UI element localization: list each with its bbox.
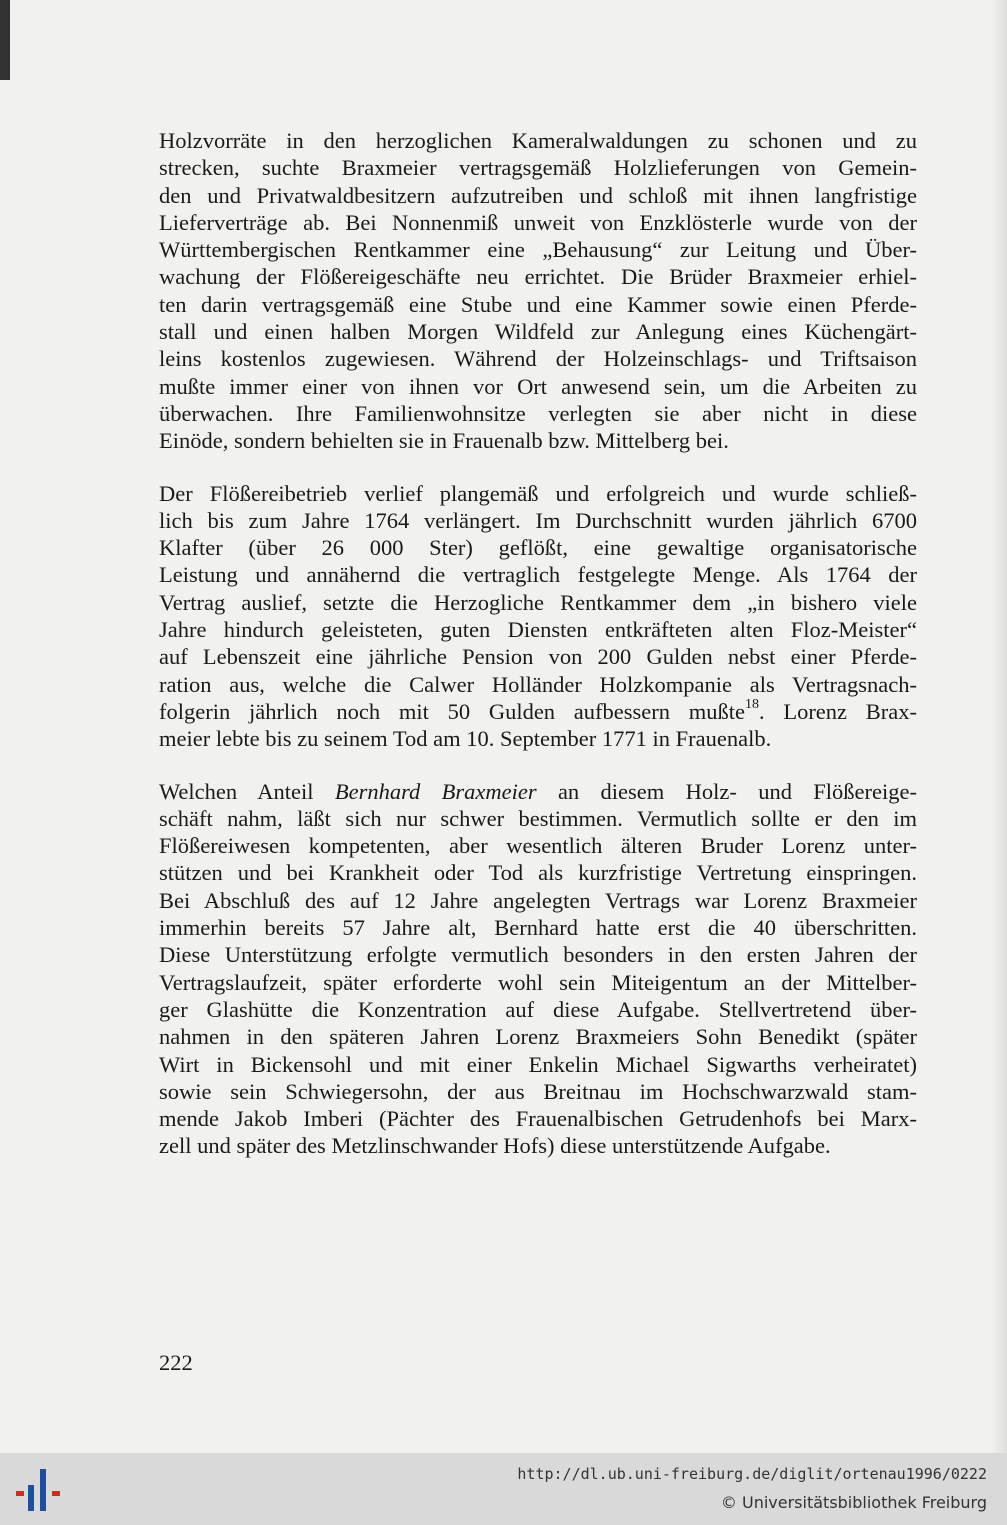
text-line: Leistung und annähernd die vertraglich festgelegte Menge. Als 1764 der [159,562,917,588]
text-line: Bei Abschluß des auf 12 Jahre angelegten Vertrags war Lorenz Braxmeier [159,887,917,913]
copyright-text: © Universitätsbibliothek Freiburg [720,1493,987,1512]
scan-edge-mark [0,0,10,80]
text-line: stall und einen halben Morgen Wildfeld zur Anlegung eines Küchengärt- [159,319,917,345]
text-line: wachung der Flößereigeschäfte neu errichtet. Die Brüder Braxmeier erhiel- [159,264,917,290]
paragraph-1 [159,127,917,455]
text-line: immerhin bereits 57 Jahre alt, Bernhard hatte erst die 40 überschritten. [159,915,917,941]
text-line: ration aus, welche die Calwer Holländer Holzkompanie als Vertragsnach- [159,671,917,697]
text-line: nahmen in den späteren Jahren Lorenz Braxmeiers Sohn Benedikt (später [159,1024,917,1050]
paragraph-2 [159,480,917,753]
text-line: Vertrag auslief, setzte die Herzogliche Rentkammer dem „in bishero viele [159,589,917,615]
footnote-marker: 18 [744,697,759,713]
text-line-with-italic [159,778,917,805]
text-line: auf Lebenszeit eine jährliche Pension von 200 Gulden nebst einer Pferde- [159,644,917,670]
text-line-with-footnote [159,698,917,725]
viewer-footer [0,1453,1007,1525]
text-line: Lieferverträge ab. Bei Nonnenmiß unweit von Enzklösterle wurde von der [159,209,917,235]
text-line: Wirt in Bickensohl und mit einer Enkelin Michael Sigwarths verheiratet) [159,1051,917,1077]
text-line: überwachen. Ihre Familienwohnsitze verlegten sie aber nicht in diese [159,400,917,426]
permalink-url[interactable]: http://dl.ub.uni-freiburg.de/diglit/ortenau1996/0222 [517,1465,987,1483]
italic-name: Bernhard Braxmeier [334,778,537,804]
paragraph-3 [159,778,917,1160]
text-line: schäft nahm, läßt sich nur schwer bestimmen. Vermutlich sollte er den im [159,805,917,831]
text-line: Flößereiwesen kompetenten, aber wesentlich älteren Bruder Lorenz unter- [159,833,917,859]
text-line: leins kostenlos zugewiesen. Während der Holzeinschlags- und Triftsaison [159,346,917,372]
text-line: ten darin vertragsgemäß eine Stube und eine Kammer sowie einen Pferde- [159,291,917,317]
text-line: lich bis zum Jahre 1764 verlängert. Im Durchschnitt wurden jährlich 6700 [159,507,917,533]
text-line: ger Glashütte die Konzentration auf diese Aufgabe. Stellvertretend über- [159,996,917,1022]
page-number: 222 [159,1350,193,1375]
ub-freiburg-logo-icon [14,1463,64,1515]
text-line: mußte immer einer von ihnen vor Ort anwesend sein, um die Arbeiten zu [159,373,917,399]
text-line: strecken, suchte Braxmeier vertragsgemäß Holzlieferungen von Gemein- [159,155,917,181]
text-line: Einöde, sondern behielten sie in Frauenalb bzw. Mittelberg bei. [159,428,729,454]
body-text [159,127,917,1185]
text-line: Diese Unterstützung erfolgte vermutlich besonders in den ersten Jahren der [159,942,917,968]
text-line: stützen und bei Krankheit oder Tod als kurzfristige Vertretung einspringen. [159,860,917,886]
text-segment: Welchen Anteil [159,778,314,804]
text-segment: folgerin jährlich noch mit 50 Gulden aufbessern mußte [159,698,745,724]
text-line: den und Privatwaldbesitzern aufzutreiben und schloß mit ihnen langfristige [159,182,917,208]
text-segment: an diesem Holz- und Flößereige- [536,778,918,804]
text-line: sowie sein Schwiegersohn, der aus Breitnau im Hochschwarzwald stam- [159,1078,917,1104]
text-line: zell und später des Metzlinschwander Hofs) diese unterstützende Aufgabe. [159,1133,831,1159]
text-line: mende Jakob Imberi (Pächter des Frauenalbischen Getrudenhofs bei Marx- [159,1106,917,1132]
text-segment: . Lorenz Brax- [758,698,917,724]
text-line: Holzvorräte in den herzoglichen Kameralwaldungen zu schonen und zu [159,128,917,153]
text-line: Klafter (über 26 000 Ster) geflößt, eine gewaltige organisatorische [159,535,917,561]
text-line: Der Flößereibetrieb verlief plangemäß und erfolgreich und wurde schließ- [159,480,917,506]
text-line: Württembergischen Rentkammer eine „Behausung“ zur Leitung und Über- [159,237,917,263]
text-line: Jahre hindurch geleisteten, guten Diensten entkräfteten alten Floz-Meister“ [159,617,917,643]
text-line: Vertragslaufzeit, später erforderte wohl sein Miteigentum an der Mittelber- [159,969,917,995]
text-line: meier lebte bis zu seinem Tod am 10. September 1771 in Frauenalb. [159,726,772,752]
